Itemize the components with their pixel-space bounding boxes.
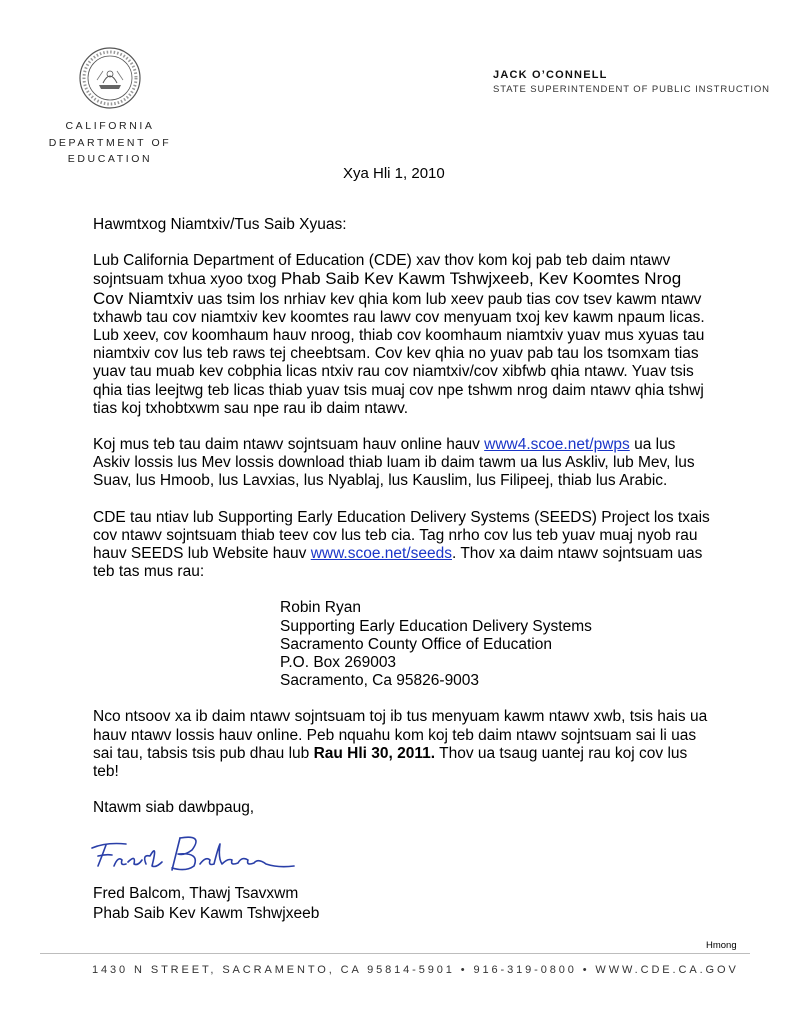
signer-title: Phab Saib Kev Kawm Tshwjxeeb <box>93 905 320 922</box>
letter-date: Xya Hli 1, 2010 <box>343 165 445 182</box>
paragraph-seeds <box>93 509 713 582</box>
department-line: EDUCATION <box>67 153 153 165</box>
paragraph-text: Thov ua tsaug uantej rau koj cov lus teb! <box>93 744 688 781</box>
superintendent-name: JACK O’CONNELL <box>493 69 608 81</box>
mailing-address <box>280 599 713 690</box>
pwps-link[interactable]: www4.scoe.net/pwps <box>484 436 630 454</box>
signer-block <box>93 884 319 924</box>
paragraph-online-survey <box>93 436 713 491</box>
paragraph-text: Koj mus teb tau daim ntawv sojntsuam hauv online hauv <box>93 436 485 454</box>
address-line: P.O. Box 269003 <box>280 654 397 672</box>
paragraph-text: Nco ntsoov xa ib daim ntawv sojntsuam toj ib tus menyuam kawm ntawv xwb, tsis hais ua hauv ntawv lossis hauv online. Peb nquahu kom koj teb daim ntawv sojntsuam sai li uas sai tau, tabsis tsis pub dhau lub <box>93 708 708 762</box>
paragraph-text: CDE tau ntiav lub Supporting Early Education Delivery Systems (SEEDS) Project los txais cov ntawv sojntsuam thiab teev cov lus teb cia. Tag nrho cov lus teb yuav muaj nyob rau hauv SEEDS lub Website hauv <box>93 508 710 563</box>
state-seal-icon <box>79 47 141 109</box>
closing: Ntawm siab dawbpaug, <box>93 799 255 817</box>
department-line: DEPARTMENT OF <box>48 136 172 149</box>
paragraph-text: . Thov xa daim ntawv sojntsuam uas teb tas mus rau: <box>93 545 703 581</box>
address-line: Sacramento County Office of Education <box>280 635 552 653</box>
signer-name: Fred Balcom, Thawj Tsavxwm <box>93 885 299 902</box>
program-name: Phab Saib Kev Kawm Tshwjxeeb, Kev Koomtes Nrog Cov Niamtxiv <box>93 269 682 308</box>
paragraph-survey-intro <box>93 252 713 418</box>
salutation: Hawmtxog Niamtxiv/Tus Saib Xyuas: <box>93 216 347 233</box>
address-line: Supporting Early Education Delivery Systems <box>280 617 592 635</box>
seeds-link[interactable]: www.scoe.net/seeds <box>310 545 452 563</box>
paragraph-text: Lub California Department of Education (CDE) xav thov kom koj pab teb daim ntawv sojntsuam txhua xyoo txog <box>93 252 671 289</box>
deadline-date: Rau Hli 30, 2011. <box>313 744 436 762</box>
handwritten-signature <box>80 808 310 888</box>
paragraph-deadline <box>93 708 713 781</box>
department-line: CALIFORNIA <box>65 120 155 132</box>
superintendent-title: STATE SUPERINTENDENT OF PUBLIC INSTRUCTION <box>493 84 770 95</box>
letter-body <box>93 216 713 835</box>
address-line: Sacramento, Ca 95826-9003 <box>280 672 480 690</box>
department-name <box>48 118 172 168</box>
footer-address: 1430 N STREET, SACRAMENTO, CA 95814-5901 • 916-319-0800 • WWW.CDE.CA.GOV <box>92 964 739 976</box>
paragraph-text: ua lus Askiv lossis lus Mev lossis download thiab luam ib daim tawm ua lus Askliv, lub Mev, lus Suav, lus Hmoob, lus Lavxias, lus Nyablaj, lus Kauslim, lus Filipeej, thiab lus Arabic. <box>93 436 695 490</box>
paragraph-text: uas tsim los nrhiav kev qhia kom lub xeev paub tias cov tsev kawm ntawv txhawb tau cov niamtxiv kev koomtes rau lawv cov menyuam txoj kev kawm npaum licas. Lub xeev, cov koomhaum hauv nroog, thiab cov koomhaum niamtxiv yuav mus xyuas tau niamtxiv cov lus teb raws tej cheebtsam. Cov kev qhia no yuav pab tau los tsomxam tias yuav tau muab kev cobphia licas ntxiv rau cov niamtxiv/cov xibfwb qhia ntawv. Yuav tsis qhia tias leejtwg teb licas thiab yuav tsis muaj cov npe tshwm nrog daim ntawv qhia tshwj tias koj txhobtxwm sau npe rau ib daim ntawv. <box>93 290 705 417</box>
footer-divider <box>40 953 750 954</box>
superintendent-block <box>493 68 770 98</box>
language-tag: Hmong <box>706 940 737 951</box>
address-line: Robin Ryan <box>280 599 361 617</box>
